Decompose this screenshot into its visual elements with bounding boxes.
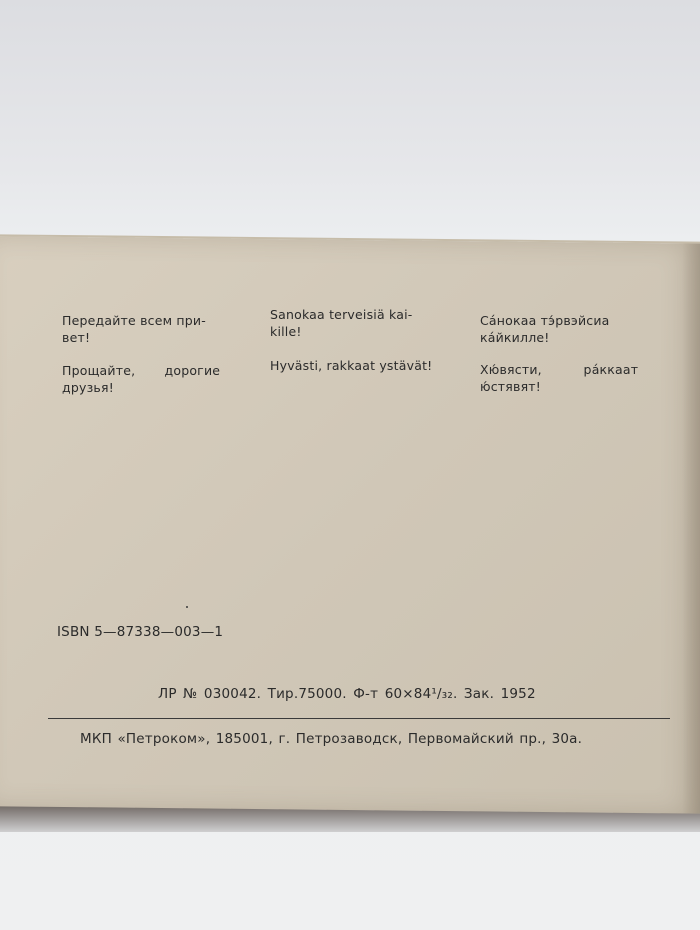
divider-line bbox=[48, 718, 670, 719]
phrase-1-transcription: Сáнокаа тэ́рвэйсиа кáйкилле! bbox=[480, 313, 610, 345]
publisher-address: МКП «Петроком», 185001, г. Петрозаводск, Первомайский пр., 30а. bbox=[80, 731, 583, 747]
phrase-1-finnish: Sanokaa terveisiä kai- kille! bbox=[270, 307, 413, 339]
phrase-1-russian: Передайте всем при- вет! bbox=[62, 313, 206, 345]
imprint-line: ЛР № 030042. Тир.75000. Ф-т 60×84¹/₃₂. Зак. 1952 bbox=[158, 686, 536, 702]
phrase-2-russian: Прощайте, дорогие друзья! bbox=[62, 363, 221, 395]
phrase-2-finnish: Hyvästi, rakkaat ystävät! bbox=[270, 358, 433, 373]
phrase-2-transcription: Хю́вясти, рáккаат ю́стявят! bbox=[480, 362, 639, 394]
speck bbox=[186, 606, 188, 608]
isbn-text: ISBN 5—87338—003—1 bbox=[57, 624, 224, 640]
